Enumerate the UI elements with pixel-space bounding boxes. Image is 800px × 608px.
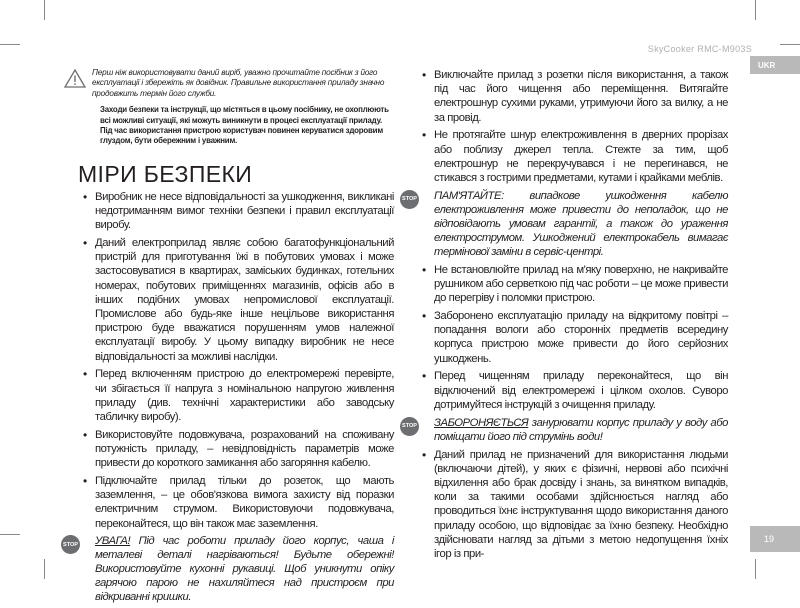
stop-lead: УВАГА! bbox=[95, 535, 131, 548]
list-item: • Не протягайте шнур електроживлення в дверних прорізах або поблизу джерел тепла. Стежте за тим, щоб електрошнур не перекручувався і не перегинався, не стикався з гострими предметами, кутами і крайками меблів. bbox=[420, 128, 728, 185]
stop-text: випадкове ушкодження кабелю електроживлення може привести до неполадок, що не відповідають умовам гарантії, а також до ураження електрострумом. Ушкоджений електрокабель вимагає термінової заміни в сервіс-центрі. bbox=[434, 189, 728, 258]
warning-triangle-icon bbox=[64, 69, 88, 99]
list-item: • Даний прилад не призначений для використання людьми (включаючи дітей), у яких є фізичні, нервові або психічні відхилення або брак досвіду і знань, за винятком випадків, коли за такими особами здійснюється нагляд або проводиться їхнє інструктування щодо використання даного приладу особою, що відповідає за їхню безпеку. Необхідно здійснювати нагляд за дітьми з метою недопущення їхніх ігор із при- bbox=[420, 448, 728, 562]
list-item: • Підключайте прилад тільки до розеток, що мають заземлення, – це обов'язкова вимога захисту від поразки електричним струмом. Використовуючи подовжувача, переконайтеся, що він також має заземлення. bbox=[81, 474, 394, 531]
warning-text: Перш ніж використовувати даний виріб, уважно прочитайте посібник з його експлуатації і збережіть як довідник. Правильне використання приладу значно продовжить термін його служби. bbox=[92, 68, 385, 98]
stop-lead: ЗАБОРОНЯЄТЬСЯ bbox=[434, 416, 529, 429]
stop-icon: STOP bbox=[400, 190, 419, 209]
list-item: • Перед включенням пристрою до електромережі перевірте, чи збігається її напруга з номінальною напругою живлення приладу (див. технічні характеристики або заводську табличку виробу). bbox=[81, 367, 394, 424]
stop-warning bbox=[402, 416, 728, 444]
page-number: 19 bbox=[750, 526, 800, 552]
right-bullet-list-c bbox=[420, 448, 728, 562]
stop-icon: STOP bbox=[61, 535, 80, 554]
list-item: • Виробник не несе відповідальності за ушкодження, викликані недотриманням вимог техніки безпеки і правил експлуатації виробу. bbox=[81, 190, 394, 233]
crop-mark bbox=[0, 534, 20, 535]
language-tab: UKR bbox=[750, 56, 800, 74]
list-item: • Виключайте прилад з розетки після використання, а також під час його чищення або переміщення. Витягайте електрошнур сухими руками, утримуючи його за вилку, а не за провід. bbox=[420, 68, 728, 125]
stop-text: Під час роботи приладу його корпус, чаша і металеві деталі нагріваються! Будьте обережні! Використовуйте кухонні рукавиці. Щоб уникнути опіку гарячою парою не нахиляйтеся над пристроєм при відкриванні кришки. bbox=[95, 535, 394, 604]
crop-mark bbox=[755, 559, 756, 579]
left-column bbox=[62, 68, 394, 608]
stop-text: занурювати корпус приладу у воду або поміщати його під струмінь води! bbox=[434, 416, 728, 443]
stop-warning bbox=[402, 189, 728, 259]
list-item: • Перед чищенням приладу переконайтеся, що він відключений від електромережі і цілком охолов. Суворо дотримуйтеся інструкцій з очищення приладу. bbox=[420, 369, 728, 412]
warning-box bbox=[62, 68, 394, 99]
right-bullet-list-a bbox=[420, 68, 728, 185]
stop-icon: STOP bbox=[400, 417, 419, 436]
list-item: • Використовуйте подовжувача, розрахований на споживану потужність приладу, – невідповідність параметрів може привести до короткого замикання або загоряння кабелю. bbox=[81, 428, 394, 471]
list-item: • Не встановлюйте прилад на м'яку поверхню, не накривайте рушником або серветкою під час роботи – це може привести до перегріву і поломки пристрою. bbox=[420, 263, 728, 306]
section-title: МІРИ БЕЗПЕКИ bbox=[78, 160, 253, 187]
crop-mark bbox=[44, 559, 45, 579]
model-name: SkyCooker RMC-M903S bbox=[647, 44, 752, 54]
list-item: • Даний електроприлад являє собою багатофункціональний пристрій для приготування їжі в побутових умовах і може застосовуватися в квартирах, заміських будинках, готельних номерах, побутових приміщеннях магазинів, офісів або в інших подібних умовах непромислової експлуатації. Промислове або будь-яке інше нецільове використання пристрою буде вважатися порушенням умов належної експлуатації виробу. У цьому випадку виробник не несе відповідальності за можливі наслідки. bbox=[81, 236, 394, 364]
crop-mark bbox=[44, 0, 45, 20]
safety-note: Заходи безпеки та інструкції, що містяться в цьому посібнику, не охоплюють всі можливі ситуації, які можуть виникнути в процесі експлуатації приладу. Під час використання пристрою користувач повинен керуватися здоровим глуздом, бути обережним і уважним. bbox=[100, 105, 389, 146]
crop-mark bbox=[0, 44, 20, 45]
list-item: • Заборонено експлуатацію приладу на відкритому повітрі – попадання вологи або сторонніх предметів всередину корпуса пристрою може привести до його серйозних ушкоджень. bbox=[420, 309, 728, 366]
crop-mark bbox=[780, 44, 800, 45]
left-bullet-list bbox=[81, 190, 394, 531]
crop-mark bbox=[755, 0, 756, 20]
stop-lead: ПАМ'ЯТАЙТЕ: bbox=[434, 189, 504, 202]
stop-warning bbox=[63, 534, 394, 604]
right-bullet-list-b bbox=[420, 263, 728, 412]
right-column bbox=[402, 68, 728, 565]
